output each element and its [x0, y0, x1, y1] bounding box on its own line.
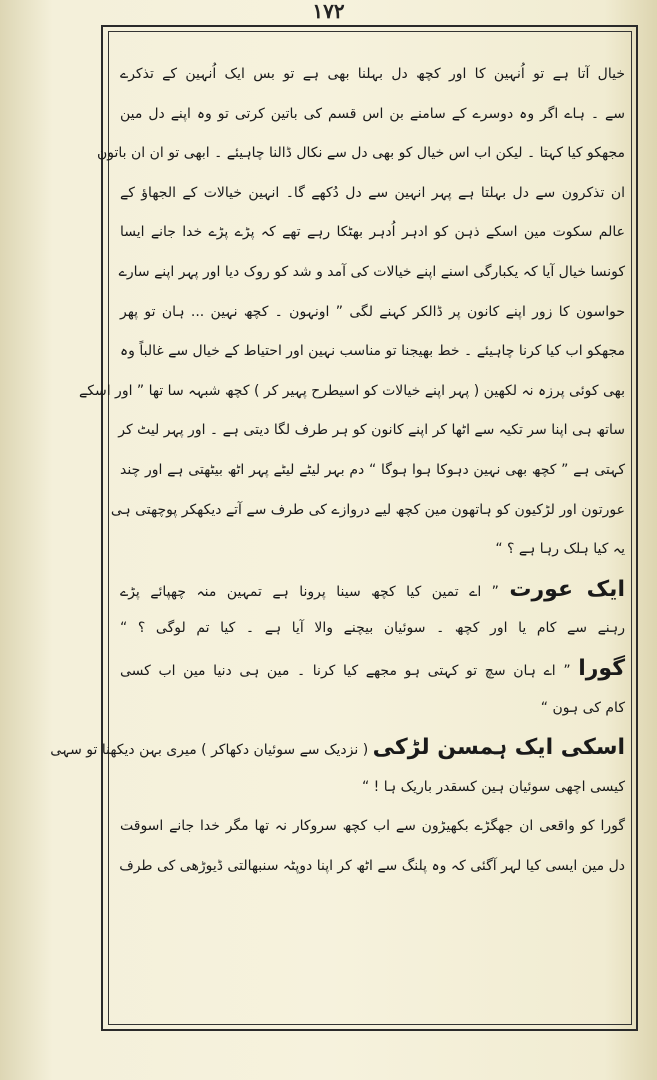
text-line: کام کی ہون “	[540, 699, 625, 716]
dialogue-text: ( نزدیک سے سوئیان دکھاکر ) میری بہن دیکھنا تو سہی	[50, 742, 373, 759]
speaker-name: گورا	[578, 655, 625, 681]
text-line: رہنے سے کام یا اور کچھ ۔ سوئیان بیچنے والا آیا ہے ۔ کیا تم لوگی ؟ “	[120, 620, 625, 637]
text-line: کہتی ہے ” کچھ بھی نہین دہوکا ہوا ہوگا “ دم بہر لیٹے لیٹے پہر اٹھ بیٹھتی ہے اور چند	[120, 461, 625, 478]
speaker-name: ایک عورت	[509, 576, 625, 602]
text-line: بھی کوئی پرزہ نہ لکھین ( پہر اپنے خیالات کو اسیطرح پہیر کر ) کچھ شبہہ سا تھا ” اور اسکے	[79, 382, 625, 399]
text-line	[50, 728, 625, 768]
text-line: ان تذکرون سے دل بہلتا ہے پہر انہین سے دل دُکھے گا۔ انہین خیالات کے الجھاؤ کے	[120, 184, 625, 201]
text-line: حواسون کا زور اپنے کانون پر ڈالکر کہنے لگی ” اونہون ۔ کچھ نہین ... ہان تو پھر	[120, 303, 625, 320]
dialogue-text: ” اے ہان سچ تو کہتی ہو مجھے کیا کرنا ۔ مین ہی دنیا مین اب کسی	[120, 662, 579, 679]
text-line: عالم سکوت مین اسکے ذہن کو ادہر اُدہر بھٹکا رہے تھے کہ پڑے پڑے خدا جانے ایسا	[120, 224, 625, 241]
text-line: گورا کو واقعی ان جھگڑے بکھیڑون سے اب کچھ سروکار نہ تھا مگر خدا جانے اسوقت	[120, 818, 625, 835]
text-line: خیال آتا ہے تو اُنہین کا اور کچھ دل بہلنا بھی ہے تو بس ایک اُنہین کے تذکرے	[120, 66, 625, 82]
text-line: یہ کیا ہلک رہا ہے ؟ “	[495, 541, 625, 558]
text-line: کیسی اچھی سوئیان ہین کسقدر باریک ہا ! “	[361, 778, 625, 795]
dialogue-text: ” اے تمین کیا کچھ سینا پرونا ہے تمہین منہ چھپائے پڑے	[120, 583, 510, 600]
text-line: کونسا خیال آیا کہ یکبارگی اسنے اپنے خیالات کی آمد و شد کو روک دیا اور پہر اپنے سارے	[118, 263, 625, 280]
speaker-name: اسکی ایک ہمسن لڑکی	[372, 735, 625, 761]
text-line: ساتھ ہی اپنا سر تکیہ سے اٹھا کر اپنے کانون کو ہر طرف لگا دیتی ہے ۔ اور پہر لیٹ کر	[118, 422, 625, 439]
text-line: سے ۔ ہاے اگر وہ دوسرے کے سامنے بن اس قسم کی باتین کرتی تو وہ اپنے دل مین	[120, 105, 625, 122]
page-number: ۱۷۲	[312, 0, 345, 23]
text-line	[120, 649, 625, 689]
urdu-text-body	[50, 55, 625, 886]
text-line: دل مین ایسی کیا لہر آگئی کہ وہ پلنگ سے اٹھ کر اپنا دوپٹہ سنبھالتی ڈیوڑھی کی طرف	[119, 857, 625, 874]
text-line: عورتون اور لڑکیون کو ہاتھون مین کچھ لیے دروازے کی طرف سے آتے دیکھکر پوچھتی ہی	[110, 501, 625, 518]
text-line	[120, 570, 625, 610]
text-line: مجھکو کیا کہتا ۔ لیکن اب اس خیال کو بھی دل سے نکال ڈالنا چاہیئے ۔ ابھی تو ان ان باتون	[96, 145, 625, 162]
text-line: مجھکو اب کیا کرنا چاہیئے ۔ خط بھیجنا تو مناسب نہین اور احتیاط کے خیال سے غالباً وہ	[119, 343, 625, 360]
